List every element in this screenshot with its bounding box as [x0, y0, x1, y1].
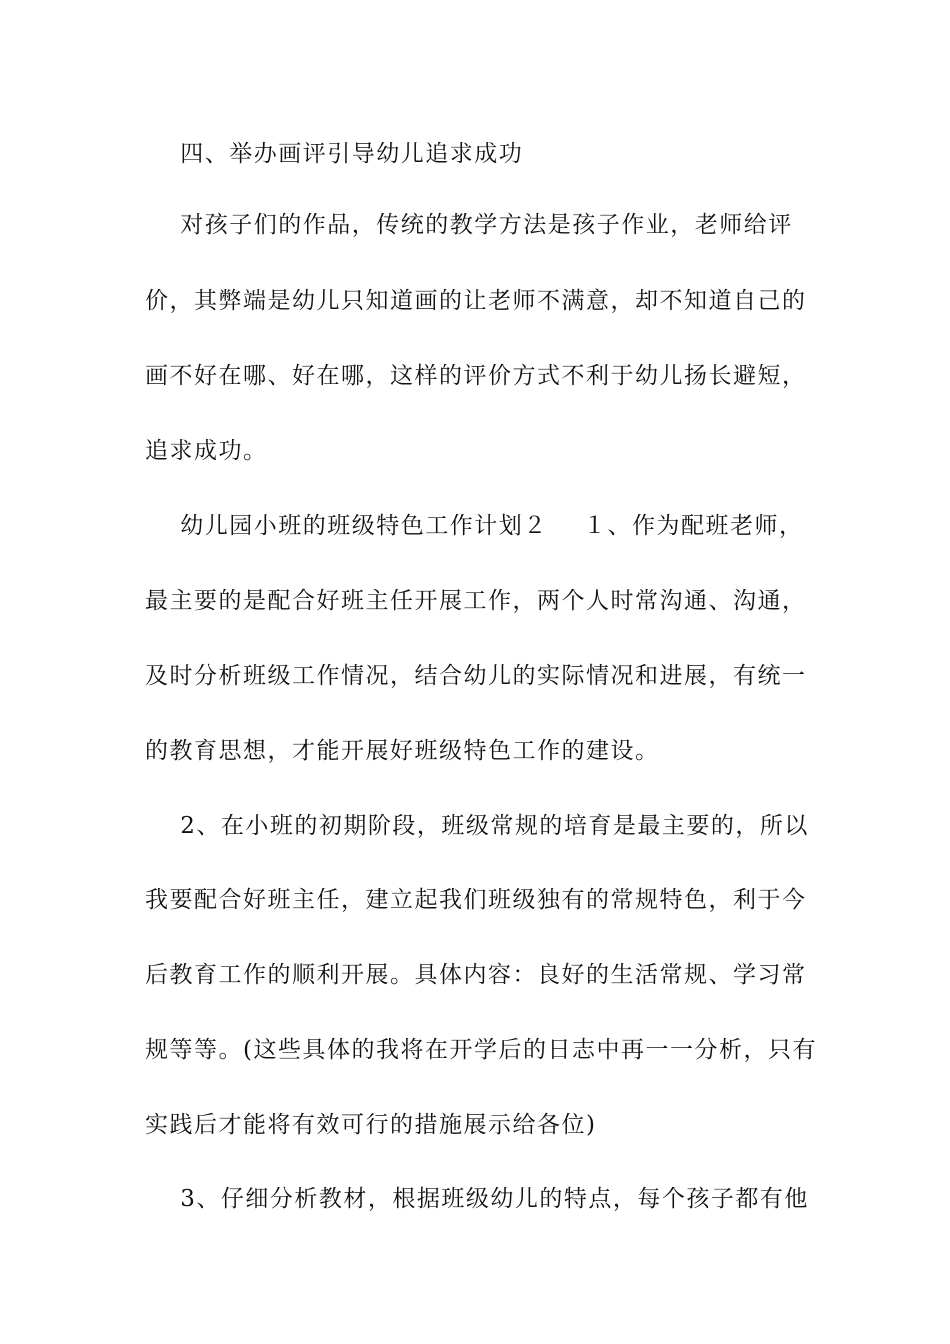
paragraph-line: 的教育思想，才能开展好班级特色工作的建设。 — [145, 738, 660, 764]
paragraph-line: 最主要的是配合好班主任开展工作，两个人时常沟通、沟通， — [145, 588, 807, 614]
paragraph-line: 画不好在哪、好在哪，这样的评价方式不利于幼儿扬长避短， — [145, 363, 807, 389]
paragraph-line: 及时分析班级工作情况，结合幼儿的实际情况和进展，有统一 — [145, 663, 807, 689]
paragraph-line: 价，其弊端是幼儿只知道画的让老师不满意，却不知道自己的 — [145, 288, 807, 314]
paragraph-line: 2、在小班的初期阶段，班级常规的培育是最主要的，所以 — [145, 813, 809, 839]
paragraph-line: 幼儿园小班的班级特色工作计划２ １、作为配班老师， — [145, 513, 804, 539]
paragraph-line: 规等等。(这些具体的我将在开学后的日志中再一一分析，只有 — [145, 1037, 817, 1063]
paragraph-line: 追求成功。 — [145, 438, 268, 464]
paragraph-line: 对孩子们的作品，传统的教学方法是孩子作业，老师给评 — [145, 212, 793, 238]
paragraph-line: 我要配合好班主任，建立起我们班级独有的常规特色，利于今 — [145, 887, 807, 913]
section-heading-4: 四、举办画评引导幼儿追求成功 — [145, 141, 524, 167]
paragraph-line: 后教育工作的顺利开展。具体内容：良好的生活常规、学习常 — [145, 962, 807, 988]
paragraph-line: 实践后才能将有效可行的措施展示给各位) — [145, 1112, 597, 1138]
paragraph-line: 3、仔细分析教材，根据班级幼儿的特点，每个孩子都有他 — [145, 1186, 809, 1212]
